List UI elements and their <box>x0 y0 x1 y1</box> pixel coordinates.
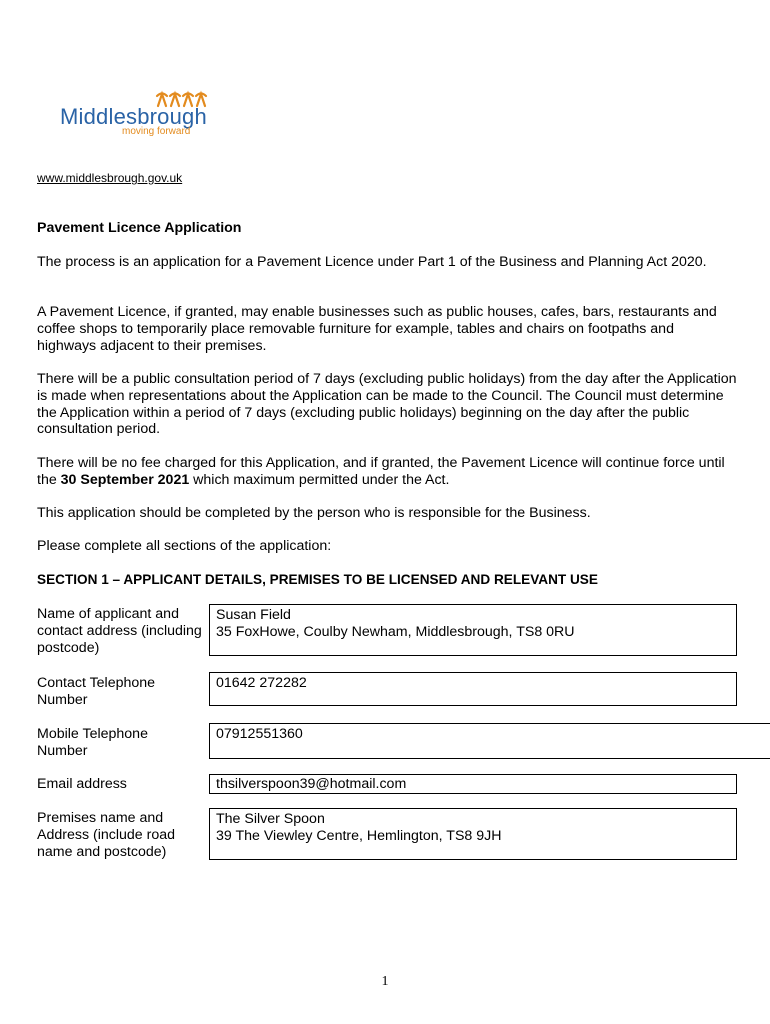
premises-label: Premises name and Address (include road name and postcode) <box>37 810 176 860</box>
logo-wordmark: Middlesbrough <box>60 104 207 129</box>
responsible-person-paragraph: This application should be completed by the person who is responsible for the Business. <box>37 505 591 521</box>
section-1-heading: SECTION 1 – APPLICANT DETAILS, PREMISES TO BE LICENSED AND RELEVANT USE <box>37 572 598 587</box>
instructions-paragraph: Please complete all sections of the application: <box>37 538 332 554</box>
fee-paragraph <box>37 455 737 489</box>
document-title: Pavement Licence Application <box>37 220 242 236</box>
licence-description-paragraph: A Pavement Licence, if granted, may enable businesses such as public houses, cafes, bars, restaurants and coffee shops to temporarily place removable furniture for example, tables and chairs on footpaths and highways adjacent to their premises. <box>37 304 717 354</box>
premises-field[interactable] <box>209 808 737 860</box>
fee-date: 30 September 2021 <box>60 471 190 488</box>
middlesbrough-logo <box>58 88 248 140</box>
phone-label: Contact Telephone Number <box>37 675 156 708</box>
applicant-name: Susan Field <box>216 607 291 623</box>
fee-text-after: which maximum permitted under the Act. <box>189 471 450 488</box>
mobile-label: Mobile Telephone Number <box>37 726 148 759</box>
email-field[interactable]: thsilverspoon39@hotmail.com <box>209 774 737 794</box>
applicant-field[interactable] <box>209 604 737 656</box>
website-link[interactable]: www.middlesbrough.gov.uk <box>37 171 183 185</box>
premises-address: 39 The Viewley Centre, Hemlington, TS8 9JH <box>216 827 502 844</box>
consultation-paragraph: There will be a public consultation period of 7 days (excluding public holidays) from the day after the Application is made when representations about the Application can be made to the Council. The Council must determine the Application within a period of 7 days (excluding public holidays) beginning on the day after the public consultation period. <box>37 371 737 438</box>
applicant-label: Name of applicant and contact address (including postcode) <box>37 606 202 656</box>
intro-paragraph: The process is an application for a Pavement Licence under Part 1 of the Business and Planning Act 2020. <box>37 254 707 270</box>
phone-field[interactable]: 01642 272282 <box>209 672 737 706</box>
logo-tagline: moving forward <box>122 126 191 137</box>
email-label: Email address <box>37 776 127 792</box>
page-number: 1 <box>381 974 389 989</box>
premises-name: The Silver Spoon <box>216 811 325 827</box>
applicant-address: 35 FoxHowe, Coulby Newham, Middlesbrough, TS8 0RU <box>216 623 575 640</box>
fee-text-before: There will be no fee charged for this Application, and if granted, the Pavement Licence will continue force until the <box>37 455 725 488</box>
mobile-field[interactable]: 07912551360 <box>209 723 770 759</box>
